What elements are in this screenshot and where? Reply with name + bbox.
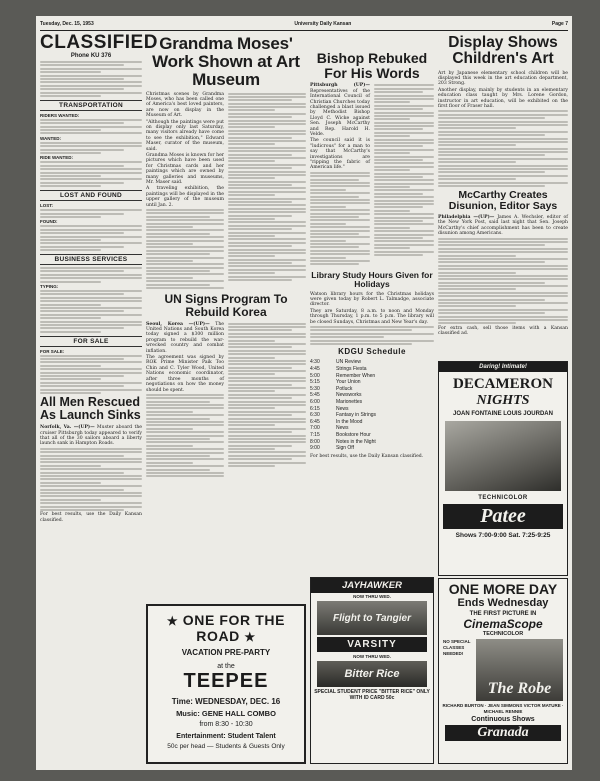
schedule-row bbox=[310, 379, 434, 386]
folio-line bbox=[40, 19, 568, 29]
schedule-title: Newsworks bbox=[336, 392, 362, 399]
robe-side: NO SPECIAL CLASSES NEEDED! bbox=[443, 639, 471, 656]
teepee-at: at the bbox=[217, 663, 235, 670]
newspaper-page bbox=[36, 16, 572, 770]
robe-cont: Continuous Shows bbox=[471, 716, 535, 723]
robe-tech: TECHNICOLOR bbox=[482, 631, 524, 637]
decameron-image bbox=[445, 421, 561, 491]
teepee-venue: TEEPEE bbox=[183, 670, 269, 692]
schedule-title: Notes in the Night bbox=[336, 438, 376, 445]
schedule-time: 5:15 bbox=[310, 379, 320, 386]
kdgu-end: For best results, use the Daily Kansan classified. bbox=[310, 453, 424, 459]
mccarthy-lead: James A. Wechsler, editor of the New York Post, said last night that Sen. Joseph McCarthy's chief accomplishment has been to create disunion among Americans. bbox=[438, 215, 568, 237]
schedule-row bbox=[310, 386, 434, 393]
granada-venue: Granada bbox=[445, 725, 561, 741]
schedule-time: 5:45 bbox=[310, 392, 320, 399]
schedule-row bbox=[310, 392, 434, 399]
section-for-sale: FOR SALE bbox=[40, 336, 142, 347]
teepee-price: 50c per head — Students & Guests Only bbox=[167, 743, 285, 750]
schedule-row bbox=[310, 373, 434, 380]
varsity-special: SPECIAL STUDENT PRICE "BITTER RICE" ONLY WITH ID CARD 50c bbox=[314, 689, 430, 701]
schedule-time: 7:15 bbox=[310, 431, 320, 438]
schedule-row bbox=[310, 399, 434, 406]
un-dateline: Seoul, Korea —(UP)— bbox=[146, 321, 210, 327]
library-headline: Library Study Hours Given for Holidays bbox=[311, 269, 433, 289]
schedule-title: News bbox=[336, 425, 349, 432]
schedule-row bbox=[310, 412, 434, 419]
schedule-time: 8:00 bbox=[310, 438, 320, 445]
display-p2: Another display, mainly by students in an elementary education class taught by Mrs. Lorene Gordon, instructor in art education, will be exhibited on the first floor of Fraser hall. bbox=[438, 87, 568, 109]
schedule-time: 9:00 bbox=[310, 445, 320, 452]
robe-ends: Ends Wednesday bbox=[457, 597, 549, 609]
schedule-time: 4:45 bbox=[310, 366, 320, 373]
star-icon: ★ bbox=[166, 614, 179, 628]
schedule-time: 4:30 bbox=[310, 359, 320, 366]
schedule-title: Your Union bbox=[336, 379, 361, 386]
schedule-title: Potluck bbox=[336, 385, 353, 392]
folio-page: Page 7 bbox=[551, 21, 568, 27]
men-rescued-lead: Muster aboard the cruiser Pittsburgh today appeared to verify that all of the 30 sailors aboard a liberty launch sank in Hampton Roads. bbox=[40, 425, 142, 447]
kicker-wanted: WANTED: bbox=[40, 135, 61, 141]
schedule-row bbox=[310, 419, 434, 426]
section-lost-found: LOST AND FOUND bbox=[40, 190, 142, 201]
decameron-top: Daring! Intimate! bbox=[439, 362, 567, 372]
kicker-found: FOUND: bbox=[40, 219, 58, 225]
un-p2: The agreement was signed by ROK Prime Minister Paik Too Chin and C. Tyler Wood, United Nations economic coordinator, after three months of negotiations on how the money should be spent. bbox=[146, 355, 224, 393]
jayhawker-film1: Flight to Tangier bbox=[317, 601, 427, 635]
jayhawker-venue: JAYHAWKER bbox=[311, 578, 433, 593]
schedule-row bbox=[310, 425, 434, 432]
schedule-row bbox=[310, 439, 434, 446]
varsity-cap2: NOW THRU WED. bbox=[353, 654, 391, 659]
folio-paper: University Daily Kansan bbox=[294, 21, 352, 27]
robe-film: The Robe bbox=[476, 639, 563, 701]
robe-cast: RICHARD BURTON · JEAN SIMMONS VICTOR MATURE · MICHAEL RENNIE bbox=[442, 703, 564, 714]
schedule-title: Strings Fiesta bbox=[336, 366, 367, 373]
section-business: BUSINESS SERVICES bbox=[40, 254, 142, 265]
kicker-sale: FOR SALE: bbox=[40, 348, 65, 354]
decameron-title: DECAMERON bbox=[453, 376, 553, 392]
teepee-line1: ONE FOR THE ROAD bbox=[182, 612, 286, 644]
schedule-title: Bookstore Hour bbox=[336, 431, 371, 438]
men-rescued-headline: All Men Rescued As Launch Sinks bbox=[40, 395, 141, 423]
un-headline: UN Signs Program To Rebuild Korea bbox=[164, 292, 288, 320]
decameron-tech: TECHNICOLOR bbox=[478, 495, 528, 501]
display-headline: Display Shows Children's Art bbox=[448, 34, 558, 68]
robe-ad bbox=[438, 578, 568, 764]
bishop-p2: The council said it is "ludicrous" for a man to say that McCarthy's investigations are "ripping the fabric of American life." bbox=[310, 138, 370, 171]
schedule-row bbox=[310, 366, 434, 373]
schedule-row bbox=[310, 445, 434, 452]
bishop-dateline: Pittsburgh (UP)— bbox=[310, 83, 370, 89]
display-lead: Art by Japanese elementary school children will be displayed this week in the art education department, 203 Strong. bbox=[438, 70, 568, 87]
men-rescued-dateline: Norfolk, Va. —(UP)— bbox=[40, 425, 95, 431]
schedule-title: UN Review bbox=[336, 359, 362, 366]
classified-title: CLASSIFIED bbox=[40, 32, 158, 53]
schedule-time: 6:15 bbox=[310, 405, 320, 412]
men-rescued-end: For best results, use the Daily Kansan classified. bbox=[40, 512, 142, 523]
schedule-row bbox=[310, 406, 434, 413]
schedule-row bbox=[310, 432, 434, 439]
schedule-time: 6:00 bbox=[310, 399, 320, 405]
decameron-title2: NIGHTS bbox=[476, 393, 530, 408]
bishop-lead: Representatives of the International Council of Christian Churches today challenged a blast issued by Methodist Bishop Lloyd C. Wicke against Sen. Joseph McCarthy and Rep. Harold H. Velde. bbox=[310, 88, 370, 138]
grandma-lead: Christmas scenes by Grandma Moses, who has been called one of America's best loved painters, are now on display in the Museum of Art. bbox=[146, 91, 224, 119]
schedule-title: Marionettes bbox=[336, 399, 363, 405]
varsity-venue: VARSITY bbox=[317, 637, 427, 652]
schedule-time: 6:30 bbox=[310, 412, 320, 419]
classified-column bbox=[40, 32, 158, 767]
schedule-time: 5:30 bbox=[310, 385, 320, 392]
section-transportation: TRANSPORTATION bbox=[40, 100, 142, 111]
grandma-p2: "Although the paintings were put on display only last Saturday, many visitors already have come to see the exhibition," Edward Maser, curator of the museum, said. bbox=[146, 119, 224, 152]
un-lead: The United Nations and South Korea today signed a $300 million program to rebuild the war-wrecked country and combat inflation. bbox=[146, 321, 224, 354]
library-p2: They are Saturday, 8 a.m. to noon and Monday through Thursday, 1 p.m. to 5 p.m. The library will be closed Sundays, Christmas and New Year's day. bbox=[310, 308, 434, 325]
kdgu-headline: KDGU Schedule bbox=[338, 347, 406, 357]
news-column-4 bbox=[438, 33, 568, 359]
teepee-hours: from 8:30 - 10:30 bbox=[199, 721, 253, 728]
schedule-title: Sign Off bbox=[336, 445, 354, 452]
schedule-time: 6:45 bbox=[310, 418, 320, 425]
robe-first: THE FIRST PICTURE IN bbox=[469, 611, 537, 617]
teepee-ad bbox=[146, 604, 306, 764]
kicker-ride: RIDE WANTED: bbox=[40, 155, 73, 161]
jayhawker-ad bbox=[310, 577, 434, 764]
decameron-stars: JOAN FONTAINE LOUIS JOURDAN bbox=[453, 411, 553, 417]
mccarthy-headline: McCarthy Creates Disunion, Editor Says bbox=[448, 188, 558, 212]
teepee-music: Music: GENE HALL COMBO bbox=[176, 709, 276, 718]
teepee-time: Time: WEDNESDAY, DEC. 16 bbox=[171, 697, 281, 706]
grandma-headline: Grandma Moses' Work Shown at Art Museum bbox=[152, 34, 300, 89]
decameron-ad bbox=[438, 361, 568, 576]
teepee-line2: VACATION PRE-PARTY bbox=[181, 648, 271, 657]
jayhawker-cap1: NOW THRU WED. bbox=[353, 594, 391, 599]
top-rule bbox=[40, 30, 568, 31]
classified-phone: Phone KU 376 bbox=[70, 53, 112, 59]
schedule-title: Remember When bbox=[336, 372, 376, 379]
schedule-row bbox=[310, 359, 434, 366]
bishop-headline: Bishop Rebuked For His Words bbox=[316, 50, 428, 81]
teepee-entertainment: Entertainment: Student Talent bbox=[176, 733, 276, 740]
robe-one-more: ONE MORE DAY bbox=[448, 581, 558, 597]
folio-date: Tuesday, Dec. 15, 1953 bbox=[40, 21, 94, 27]
mccarthy-dateline: Philadelphia —(UP)— bbox=[438, 215, 495, 220]
star-icon: ★ bbox=[244, 630, 256, 644]
kicker-riders: RIDERS WANTED: bbox=[40, 112, 80, 118]
news-column-3 bbox=[310, 33, 434, 573]
schedule-time: 7:00 bbox=[310, 425, 320, 432]
grandma-p4: A traveling exhibition, the paintings will be displayed in the upper gallery of the museum until Jan. 2. bbox=[146, 186, 224, 208]
kdgu-schedule bbox=[310, 359, 434, 451]
grandma-p3: Grandma Moses is known for her pictures which have been used for Christmas cards and her paintings which are owned by many galleries and museums, Mr. Maser said. bbox=[146, 153, 224, 186]
schedule-title: News bbox=[336, 405, 349, 412]
schedule-title: In the Mood bbox=[336, 418, 363, 425]
patee-venue: Patee bbox=[443, 504, 563, 529]
patee-shows: Shows 7:00-9:00 Sat. 7:25-9:25 bbox=[455, 532, 551, 539]
schedule-time: 5:00 bbox=[310, 372, 320, 379]
schedule-title: Fantasy in Strings bbox=[336, 412, 377, 419]
mccarthy-end: For extra cash, sell those items with a Kansan classified ad. bbox=[438, 325, 568, 337]
kicker-lost: LOST: bbox=[40, 203, 53, 209]
robe-cinema: CinemaScope bbox=[463, 617, 543, 631]
news-column-2 bbox=[146, 33, 306, 601]
library-lead: Watson library hours for the Christmas holidays were given today by Robert L. Talmadge, associate director. bbox=[310, 291, 434, 308]
varsity-film2: Bitter Rice bbox=[317, 661, 427, 687]
kicker-typing: TYPING: bbox=[40, 284, 59, 290]
